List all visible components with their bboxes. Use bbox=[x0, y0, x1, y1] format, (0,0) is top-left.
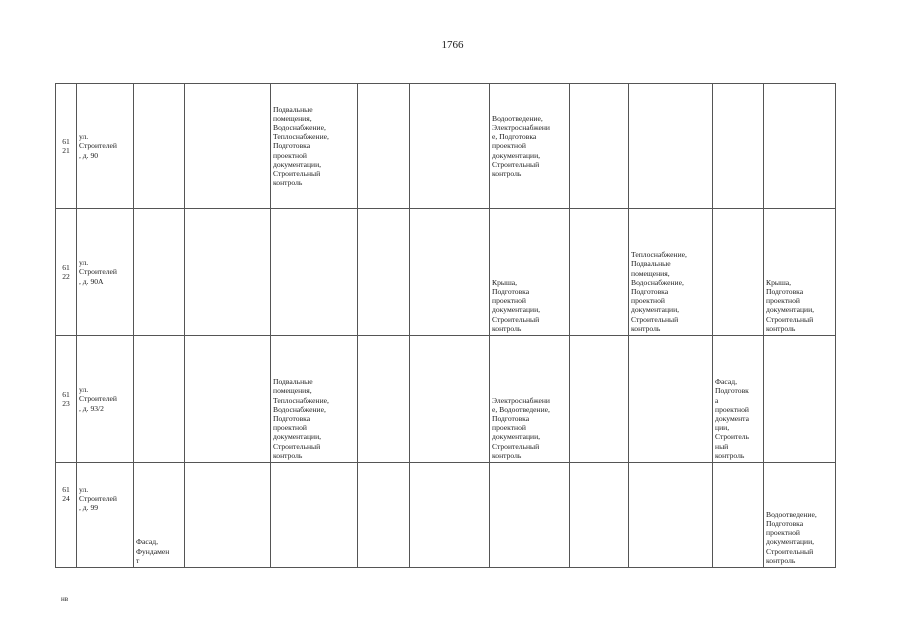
work-text: Теплоснабжение, Подвальные помещения, Водоснабжение, Подготовка проектной документации, Строительный контроль bbox=[631, 250, 687, 333]
work-text: Электроснабжени е, Водоотведение, Подготовка проектной документации, Строительный контроль bbox=[492, 395, 550, 460]
work-cell bbox=[713, 463, 764, 568]
work-cell bbox=[570, 209, 629, 336]
work-cell bbox=[713, 336, 764, 463]
work-cell bbox=[134, 209, 185, 336]
work-cell bbox=[358, 84, 410, 209]
address-cell bbox=[77, 336, 134, 463]
row-number-cell bbox=[56, 336, 77, 463]
row-number: 61 24 bbox=[62, 485, 70, 504]
work-cell bbox=[764, 463, 836, 568]
address-text: ул. Строителей , д. 90 bbox=[79, 132, 117, 160]
table-row bbox=[56, 84, 836, 209]
row-number: 61 22 bbox=[62, 262, 70, 281]
work-cell bbox=[410, 463, 490, 568]
work-cell bbox=[185, 336, 271, 463]
row-number: 61 21 bbox=[62, 136, 70, 155]
row-number: 61 23 bbox=[62, 389, 70, 408]
address-text: ул. Строителей , д. 90А bbox=[79, 258, 117, 286]
work-cell bbox=[490, 209, 570, 336]
work-cell bbox=[764, 84, 836, 209]
work-cell bbox=[185, 463, 271, 568]
work-text: Крыша, Подготовка проектной документации, Строительный контроль bbox=[766, 277, 815, 333]
work-text: Фасад, Фундамен т bbox=[136, 537, 170, 565]
table-row bbox=[56, 336, 836, 463]
table-row bbox=[56, 209, 836, 336]
page-number: 1766 bbox=[441, 39, 464, 51]
work-cell bbox=[713, 209, 764, 336]
work-cell bbox=[764, 209, 836, 336]
work-text: Водоотведение, Электроснабжени е, Подготовка проектной документации, Строительный контроль bbox=[492, 113, 550, 178]
work-cell bbox=[629, 209, 713, 336]
work-cell bbox=[271, 463, 358, 568]
work-cell bbox=[271, 336, 358, 463]
work-cell bbox=[271, 209, 358, 336]
work-cell bbox=[410, 209, 490, 336]
work-cell bbox=[134, 336, 185, 463]
work-cell bbox=[358, 336, 410, 463]
work-cell bbox=[271, 84, 358, 209]
work-cell bbox=[629, 463, 713, 568]
work-cell bbox=[713, 84, 764, 209]
row-number-cell bbox=[56, 209, 77, 336]
address-text: ул. Строителей , д. 99 bbox=[79, 485, 117, 513]
work-text: Крыша, Подготовка проектной документации, Строительный контроль bbox=[492, 277, 541, 333]
work-text: Подвальные помещения, Водоснабжение, Теплоснабжение, Подготовка проектной документации, Строительный контроль bbox=[273, 104, 329, 188]
work-cell bbox=[629, 84, 713, 209]
table-row bbox=[56, 463, 836, 568]
address-text: ул. Строителей , д. 93/2 bbox=[79, 385, 117, 413]
address-cell bbox=[77, 209, 134, 336]
address-cell bbox=[77, 84, 134, 209]
work-cell bbox=[764, 336, 836, 463]
work-cell bbox=[490, 463, 570, 568]
work-cell bbox=[490, 336, 570, 463]
work-cell bbox=[410, 84, 490, 209]
footer-mark: нв bbox=[61, 595, 69, 603]
work-cell bbox=[629, 336, 713, 463]
work-cell bbox=[185, 209, 271, 336]
work-schedule-table bbox=[55, 83, 836, 568]
work-text: Фасад, Подготовк а проектной документа ции, Строитель ный контроль bbox=[715, 377, 749, 460]
work-cell bbox=[570, 463, 629, 568]
work-cell bbox=[185, 84, 271, 209]
work-text: Водоотведение, Подготовка проектной документации, Строительный контроль bbox=[766, 509, 817, 565]
work-cell bbox=[358, 209, 410, 336]
work-cell bbox=[358, 463, 410, 568]
work-cell bbox=[410, 336, 490, 463]
work-cell bbox=[134, 84, 185, 209]
work-cell bbox=[570, 84, 629, 209]
work-cell bbox=[134, 463, 185, 568]
address-cell bbox=[77, 463, 134, 568]
row-number-cell bbox=[56, 463, 77, 568]
work-cell bbox=[570, 336, 629, 463]
row-number-cell bbox=[56, 84, 77, 209]
work-text: Подвальные помещения, Теплоснабжение, Водоснабжение, Подготовка проектной документации, Строительный контроль bbox=[273, 377, 329, 460]
work-cell bbox=[490, 84, 570, 209]
